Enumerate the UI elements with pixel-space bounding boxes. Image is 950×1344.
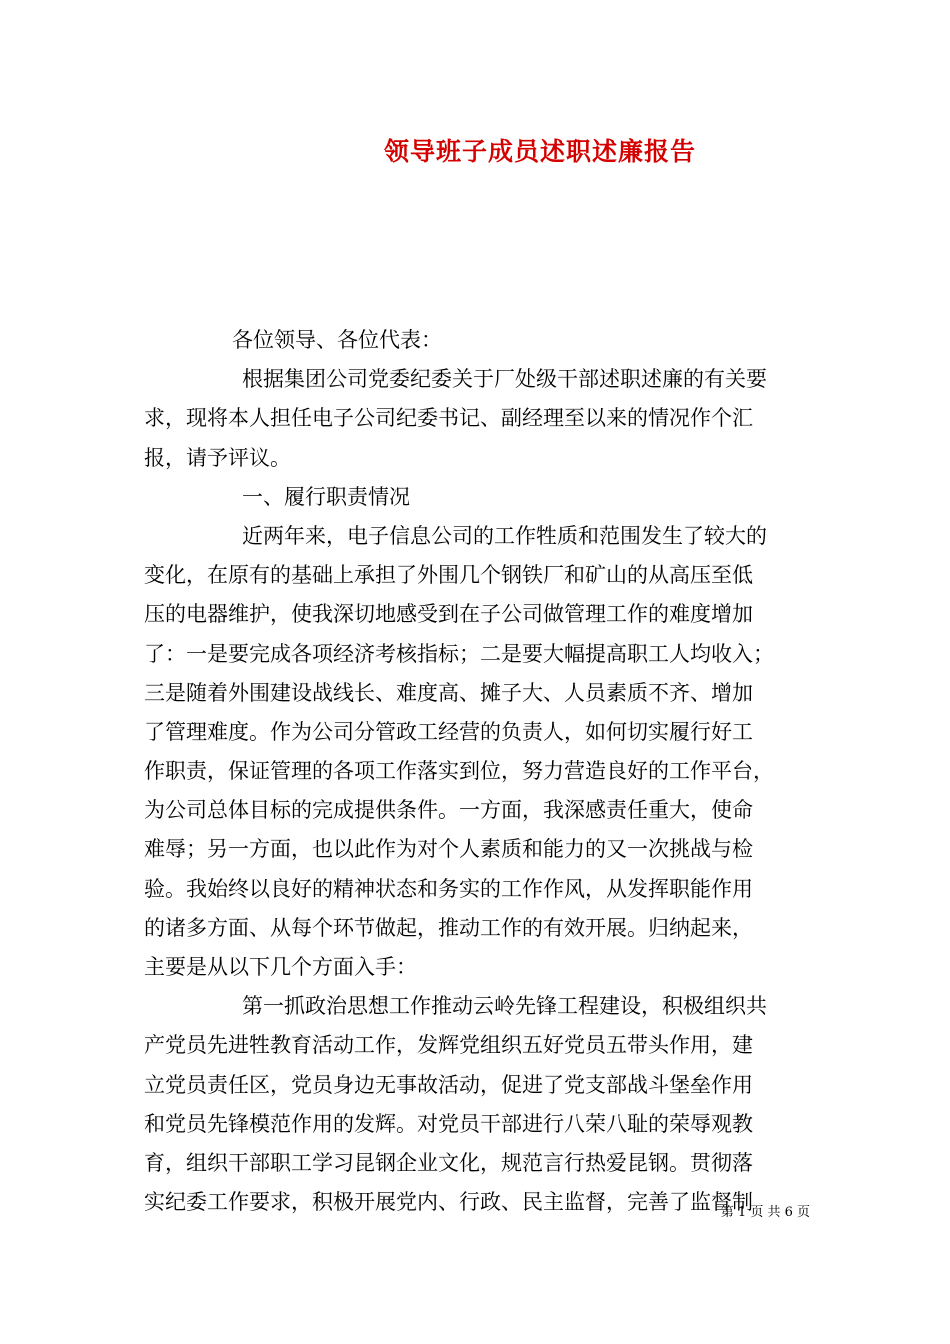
body-line: 和党员先锋模范作用的发辉。对党员干部进行八荣八耻的荣辱观教 xyxy=(144,1111,753,1136)
body-line: 了：一是要完成各项经济考核指标；二是要大幅提高职工人均收入； xyxy=(144,641,774,666)
body-line: 变化，在原有的基础上承担了外围几个钢铁厂和矿山的从高压至低 xyxy=(144,563,753,588)
body-line: 的诸多方面、从每个环节做起，推动工作的有效开展。归纳起来， xyxy=(144,915,753,940)
body-line: 压的电器维护，使我深切地感受到在子公司做管理工作的难度增加 xyxy=(144,602,753,627)
body-line: 主要是从以下几个方面入手： xyxy=(144,955,417,979)
body-line: 根据集团公司党委纪委关于厂处级干部述职述廉的有关要 xyxy=(242,367,767,392)
body-line: 立党员责任区，党员身边无事故活动，促进了党支部战斗堡垒作用 xyxy=(144,1072,753,1097)
body-line: 验。我始终以良好的精神状态和务实的工作作风，从发挥职能作用 xyxy=(144,876,753,901)
section-heading: 一、履行职责情况 xyxy=(242,484,410,509)
document-title: 领导班子成员述职述廉报告 xyxy=(383,137,696,166)
document-body xyxy=(144,321,808,1222)
body-line: 为公司总体目标的完成提供条件。一方面，我深感责任重大，使命 xyxy=(144,798,753,823)
page-footer: 第 1 页 共 6 页 xyxy=(720,1205,810,1220)
body-line: 育，组织干部职工学习昆钢企业文化，规范言行热爱昆钢。贯彻落 xyxy=(144,1150,753,1175)
body-line: 第一抓政治思想工作推动云岭先锋工程建设，积极组织共 xyxy=(242,994,767,1019)
body-line: 了管理难度。作为公司分管政工经营的负责人，如何切实履行好工 xyxy=(144,719,753,744)
body-line: 作职责，保证管理的各项工作落实到位，努力营造良好的工作平台， xyxy=(144,759,774,784)
body-line: 产党员先进牲教育活动工作，发辉党组织五好党员五带头作用，建 xyxy=(144,1033,753,1058)
body-line: 求，现将本人担任电子公司纪委书记、副经理至以来的情况作个汇 xyxy=(144,406,753,431)
body-line: 报，请予评议。 xyxy=(144,445,291,470)
body-line: 实纪委工作要求，积极开展党内、行政、民主监督，完善了监督制 xyxy=(144,1190,753,1215)
salutation-line: 各位领导、各位代表： xyxy=(232,328,442,352)
body-line: 近两年来，电子信息公司的工作牲质和范围发生了较大的 xyxy=(242,523,767,548)
body-line: 三是随着外围建设战线长、难度高、摊子大、人员素质不齐、增加 xyxy=(144,680,753,705)
body-line: 难辱；另一方面，也以此作为对个人素质和能力的又一次挑战与检 xyxy=(144,837,753,862)
